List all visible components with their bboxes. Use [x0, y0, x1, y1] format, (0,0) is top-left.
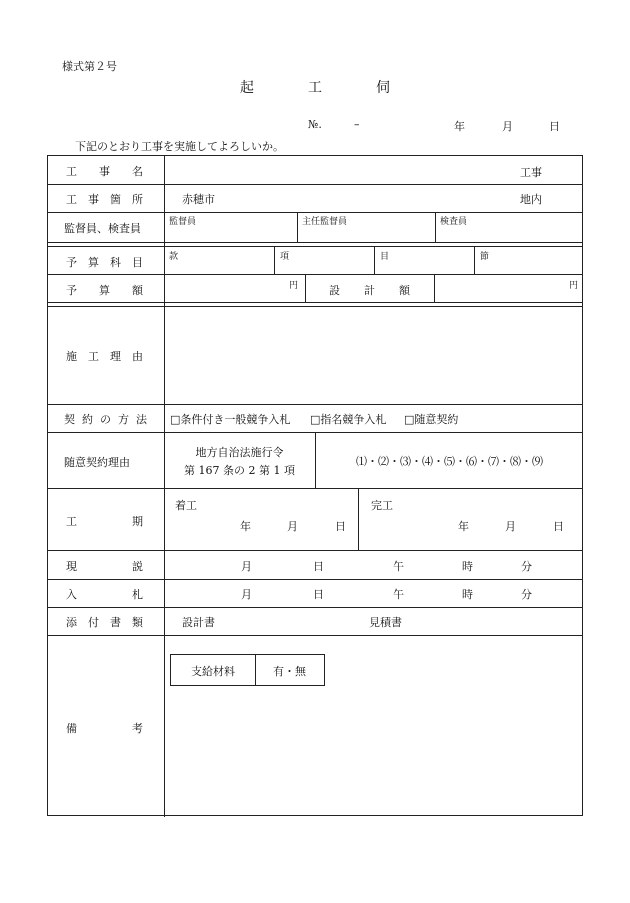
supplied-material-box [170, 654, 325, 686]
intro-text: 下記のとおり工事を実施してよろしいか。 [75, 140, 284, 153]
supplied-material-label: 支給材料 [191, 665, 235, 678]
start-year: 年 [240, 520, 251, 533]
date-month: 月 [502, 120, 513, 133]
bid-month: 月 [241, 588, 252, 601]
site-day: 日 [313, 560, 324, 573]
site-ampm: 午 [393, 560, 404, 573]
option-discretionary-contract[interactable]: □随意契約 [404, 413, 459, 426]
law-reference-line1: 地方自治法施行令 [195, 446, 284, 459]
document-number-date [300, 118, 580, 132]
option-conditional-open-bid[interactable]: □条件付き一般競争入札 [170, 413, 291, 426]
work-location-value[interactable]: 赤穂市 [182, 193, 215, 206]
label-discretionary-reason: 随意契約理由 [64, 456, 130, 469]
number-label: №. [308, 118, 322, 131]
end-day: 日 [553, 520, 564, 533]
end-year: 年 [458, 520, 469, 533]
title-char-3: 伺 [376, 80, 390, 96]
design-yen-unit: 円 [569, 281, 579, 291]
form-table: 工 事 名 工事 工 事 箇 所 赤穂市 地内 監督員、検査員 監督員 主任監督員 検査員 予 算 科 目 款 項 目 節 予 算 額 円 設 計 額 円 施 工 理 由 契 約 の 方 法 □条件付き一般競争入札 □指名競争入札 □随意契約 随意契約理由 地方自治法施行令 第 167 条の 2 第 1 項 ⑴・⑵・⑶・⑷・⑸・⑹・⑺・⑻・⑼ 工 期 着工 年 月 日 完工 年 月 日 現 説 月 日 午 時 分 入 札 月 日 午 時 分 添 付 書 類 設計書 見積書 備 考 支給材料 有・無 [47, 155, 583, 816]
inspector-label: 検査員 [440, 217, 468, 227]
budget-yen-unit: 円 [289, 281, 299, 291]
bid-day: 日 [313, 588, 324, 601]
bid-hour: 時 [462, 588, 473, 601]
budget-setsu-label: 節 [480, 252, 490, 262]
work-name-suffix: 工事 [520, 166, 542, 179]
end-label: 完工 [371, 499, 393, 512]
supplied-material-value[interactable]: 有・無 [273, 665, 306, 678]
discretionary-reason-items[interactable]: ⑴・⑵・⑶・⑷・⑸・⑹・⑺・⑻・⑼ [356, 455, 543, 468]
form-number: 様式第２号 [62, 60, 117, 73]
site-minute: 分 [521, 560, 532, 573]
site-month: 月 [241, 560, 252, 573]
date-year: 年 [454, 120, 465, 133]
chief-supervisor-label: 主任監督員 [302, 217, 348, 227]
budget-kou-label: 項 [280, 252, 290, 262]
budget-kan-label: 款 [169, 252, 179, 262]
site-hour: 時 [462, 560, 473, 573]
start-label: 着工 [175, 499, 197, 512]
law-reference-line2: 第 167 条の 2 第 1 項 [184, 464, 295, 477]
attachment-estimate[interactable]: 見積書 [369, 616, 402, 629]
title-char-1: 起 [240, 80, 254, 96]
start-day: 日 [335, 520, 346, 533]
work-location-suffix: 地内 [520, 193, 542, 206]
number-dash: – [354, 118, 360, 131]
start-month: 月 [287, 520, 298, 533]
title-char-2: 工 [308, 80, 322, 96]
bid-minute: 分 [521, 588, 532, 601]
date-day: 日 [549, 120, 560, 133]
label-supervisors: 監督員、検査員 [64, 222, 141, 235]
option-designated-bid[interactable]: □指名競争入札 [310, 413, 387, 426]
bid-ampm: 午 [393, 588, 404, 601]
attachment-design-document[interactable]: 設計書 [182, 616, 215, 629]
supervisor-label: 監督員 [169, 217, 197, 227]
budget-moku-label: 目 [380, 252, 390, 262]
end-month: 月 [505, 520, 516, 533]
